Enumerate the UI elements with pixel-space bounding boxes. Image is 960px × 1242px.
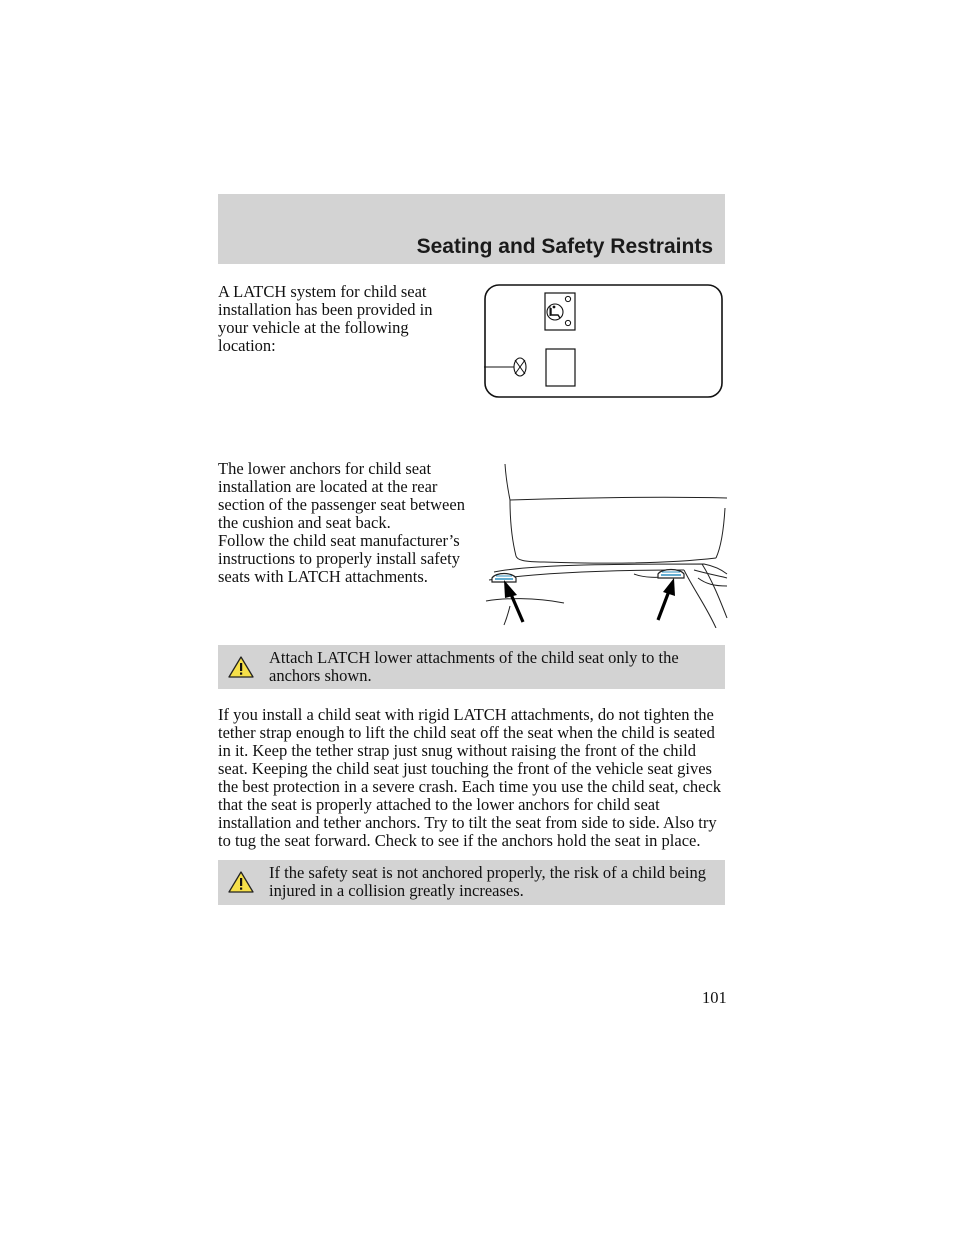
follow-instructions-paragraph: Follow the child seat manufacturer’s instructions to properly install safety seats with LATCH attachments. — [218, 531, 460, 586]
section-header — [218, 194, 725, 264]
left-anchor-icon — [492, 574, 516, 583]
intro-paragraph: A LATCH system for child seat installation has been provided in your vehicle at the following location: — [218, 282, 433, 355]
right-anchor-icon — [658, 570, 684, 579]
warning-triangle-icon — [228, 655, 254, 679]
warning-text: If the safety seat is not anchored properly, the risk of a child being injured in a collision greatly increases. — [269, 863, 706, 900]
rigid-latch-paragraph: If you install a child seat with rigid LATCH attachments, do not tighten the tether strap enough to lift the child seat off the seat when the child is seated in it. Keep the tether strap just snug without raising the front of the child seat. Keeping the child seat just touching the front of the vehicle seat gives the best protection in a severe crash. Each time you use the child seat, check that the seat is properly attached to the lower anchors for child seat installation and tether anchors. Try to tilt the seat from side to side. Also try to tug the seat forward. Check to see if the anchors hold the seat in place. — [218, 705, 722, 850]
seat-anchor-drawing — [484, 460, 728, 628]
lower-anchors-paragraph: The lower anchors for child seat installation are located at the rear section of the passenger seat between the cushion and seat back. — [218, 459, 465, 532]
latch-location-illustration — [484, 284, 724, 400]
right-arrow-icon — [658, 578, 675, 620]
child-seat-symbol-icon — [545, 293, 575, 330]
warning-box-not-anchored — [218, 860, 725, 905]
latch-location-diagram — [484, 284, 724, 400]
warning-triangle-icon — [228, 870, 254, 894]
warning-box-lower-attachments — [218, 645, 725, 689]
page-number: 101 — [702, 988, 727, 1007]
warning-text: Attach LATCH lower attachments of the child seat only to the anchors shown. — [269, 648, 679, 685]
section-title: Seating and Safety Restraints — [416, 235, 713, 258]
lower-anchors-illustration — [484, 460, 728, 628]
